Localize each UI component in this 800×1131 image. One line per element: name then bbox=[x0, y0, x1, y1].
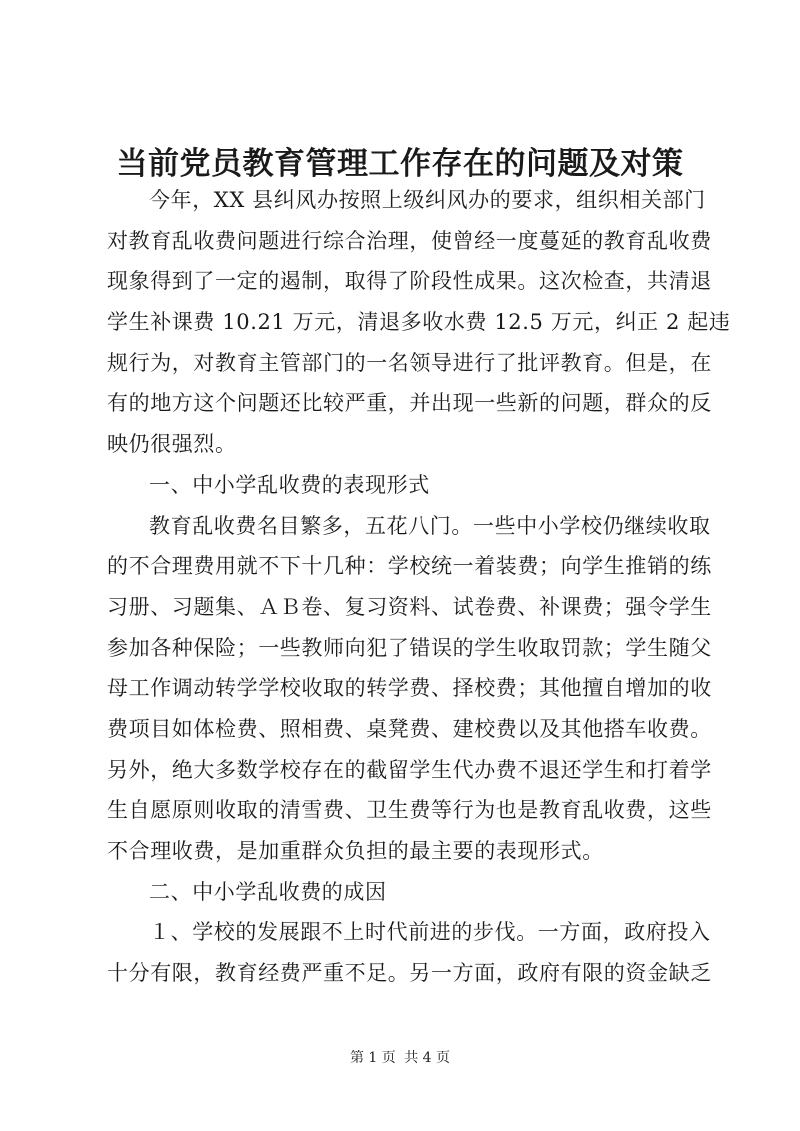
body-line: 十分有限，教育经费严重不足。另一方面，政府有限的资金缺乏 bbox=[107, 961, 712, 986]
section-heading: 二、中小学乱收费的成因 bbox=[149, 879, 387, 904]
body-line: 费项目如体检费、照相费、桌凳费、建校费以及其他搭车收费。 bbox=[107, 716, 712, 741]
body-line: 对教育乱收费问题进行综合治理，使曾经一度蔓延的教育乱收费 bbox=[107, 228, 712, 253]
page-footer bbox=[0, 1047, 800, 1067]
body-line: 今年，XX 县纠风办按照上级纠风办的要求，组织相关部门 bbox=[149, 188, 706, 212]
page-number: 第 1 页 bbox=[349, 1050, 396, 1066]
body-line: 不合理收费，是加重群众负担的最主要的表现形式。 bbox=[107, 839, 604, 863]
body-line: 规行为，对教育主管部门的一名领导进行了批评教育。但是，在 bbox=[107, 350, 712, 375]
body-line: 习册、习题集、ＡＢ卷、复习资料、试卷费、补课费；强令学生 bbox=[107, 594, 712, 619]
body-line: 有的地方这个问题还比较严重，并出现一些新的问题，群众的反 bbox=[107, 391, 712, 416]
body-line: 的不合理费用就不下十几种：学校统一着装费；向学生推销的练 bbox=[107, 554, 712, 579]
section-heading: 一、中小学乱收费的表现形式 bbox=[149, 472, 430, 497]
document-body bbox=[107, 180, 731, 994]
body-line: １、学校的发展跟不上时代前进的步伐。一方面，政府投入 bbox=[149, 920, 711, 945]
body-line: 映仍很强烈。 bbox=[107, 432, 237, 457]
body-line: 教育乱收费名目繁多，五花八门。一些中小学校仍继续收取 bbox=[149, 513, 711, 538]
body-line: 另外，绝大多数学校存在的截留学生代办费不退还学生和打着学 bbox=[107, 757, 712, 782]
body-line: 现象得到了一定的遏制，取得了阶段性成果。这次检查，共清退 bbox=[107, 269, 712, 294]
body-line: 生自愿原则收取的清雪费、卫生费等行为也是教育乱收费，这些 bbox=[107, 798, 712, 823]
document-title: 当前党员教育管理工作存在的问题及对策 bbox=[116, 146, 684, 182]
body-line: 学生补课费 10.21 万元，清退多收水费 12.5 万元，纠正 2 起违 bbox=[107, 310, 731, 335]
body-line: 参加各种保险；一些教师向犯了错误的学生收取罚款；学生随父 bbox=[107, 635, 712, 660]
body-line: 母工作调动转学学校收取的转学费、择校费；其他擅自增加的收 bbox=[107, 676, 712, 701]
page-total: 共 4 页 bbox=[404, 1050, 451, 1066]
